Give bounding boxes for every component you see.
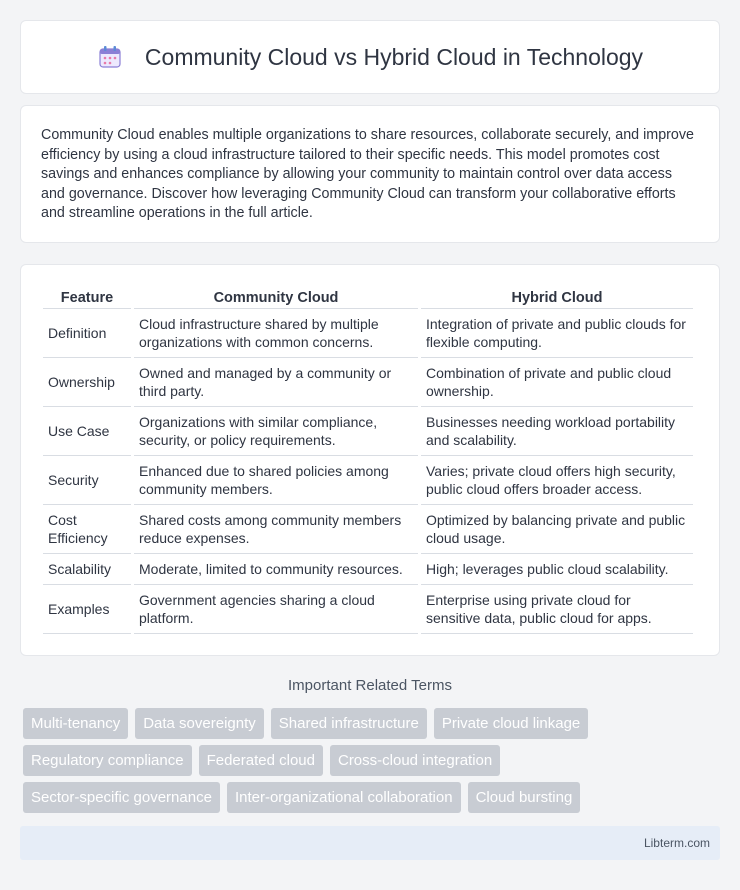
tag-cloud-bursting[interactable]: Cloud bursting [468, 782, 581, 813]
hybrid-cell: High; leverages public cloud scalability. [421, 554, 693, 585]
comparison-table-card [20, 264, 720, 656]
footer-site-link[interactable]: Libterm.com [643, 836, 710, 850]
tag-row [23, 708, 723, 739]
tag-inter-organizational-collaboration[interactable]: Inter-organizational collaboration [227, 782, 461, 813]
feature-cell: Examples [43, 585, 131, 634]
tag-private-cloud-linkage[interactable]: Private cloud linkage [434, 708, 588, 739]
tag-cross-cloud-integration[interactable]: Cross-cloud integration [330, 745, 500, 776]
related-terms-title: Important Related Terms [288, 677, 452, 694]
table-row [43, 505, 693, 554]
community-cell: Government agencies sharing a cloud platform. [134, 585, 418, 634]
community-cell: Owned and managed by a community or third party. [134, 358, 418, 407]
header-hybrid-cloud: Hybrid Cloud [421, 285, 693, 309]
feature-cell: Scalability [43, 554, 131, 585]
hybrid-cell: Businesses needing workload portability and scalability. [421, 407, 693, 456]
hybrid-cell: Optimized by balancing private and public cloud usage. [421, 505, 693, 554]
page-title: Community Cloud vs Hybrid Cloud in Technology [144, 43, 644, 70]
tag-row [23, 782, 723, 813]
table-row [43, 309, 693, 358]
title-card [20, 20, 720, 94]
feature-cell: Ownership [43, 358, 131, 407]
hybrid-cell: Enterprise using private cloud for sensitive data, public cloud for apps. [421, 585, 693, 634]
tag-row [23, 745, 723, 776]
hybrid-cell: Combination of private and public cloud ownership. [421, 358, 693, 407]
community-cell: Cloud infrastructure shared by multiple organizations with common concerns. [134, 309, 418, 358]
tag-data-sovereignty[interactable]: Data sovereignty [135, 708, 264, 739]
tag-regulatory-compliance[interactable]: Regulatory compliance [23, 745, 192, 776]
related-terms-tags [23, 708, 723, 819]
tag-sector-specific-governance[interactable]: Sector-specific governance [23, 782, 220, 813]
community-cell: Moderate, limited to community resources. [134, 554, 418, 585]
table-row [43, 585, 693, 634]
community-cell: Shared costs among community members reduce expenses. [134, 505, 418, 554]
footer [20, 826, 720, 860]
table-row [43, 407, 693, 456]
table-row [43, 554, 693, 585]
community-cell: Enhanced due to shared policies among community members. [134, 456, 418, 505]
community-cell: Organizations with similar compliance, security, or policy requirements. [134, 407, 418, 456]
intro-text: Community Cloud enables multiple organizations to share resources, collaborate securely, and improve efficiency by using a cloud infrastructure tailored to their specific needs. This model promotes cost savings and enhances compliance by allowing your community to maintain control over data access and governance. Discover how leveraging Community Cloud can transform your collaborative efforts and streamline operations in the full article. [41, 127, 694, 222]
calendar-icon [97, 44, 123, 70]
header-community-cloud: Community Cloud [134, 285, 418, 309]
tag-multi-tenancy[interactable]: Multi-tenancy [23, 708, 128, 739]
hybrid-cell: Integration of private and public clouds for flexible computing. [421, 309, 693, 358]
table-row [43, 456, 693, 505]
tag-federated-cloud[interactable]: Federated cloud [199, 745, 323, 776]
feature-cell: Use Case [43, 407, 131, 456]
tag-shared-infrastructure[interactable]: Shared infrastructure [271, 708, 427, 739]
feature-cell: Definition [43, 309, 131, 358]
feature-cell: Cost Efficiency [43, 505, 131, 554]
hybrid-cell: Varies; private cloud offers high security, public cloud offers broader access. [421, 456, 693, 505]
header-feature: Feature [43, 285, 131, 309]
intro-card [20, 105, 720, 243]
table-header-row [43, 285, 693, 309]
comparison-table [40, 285, 696, 634]
feature-cell: Security [43, 456, 131, 505]
table-row [43, 358, 693, 407]
